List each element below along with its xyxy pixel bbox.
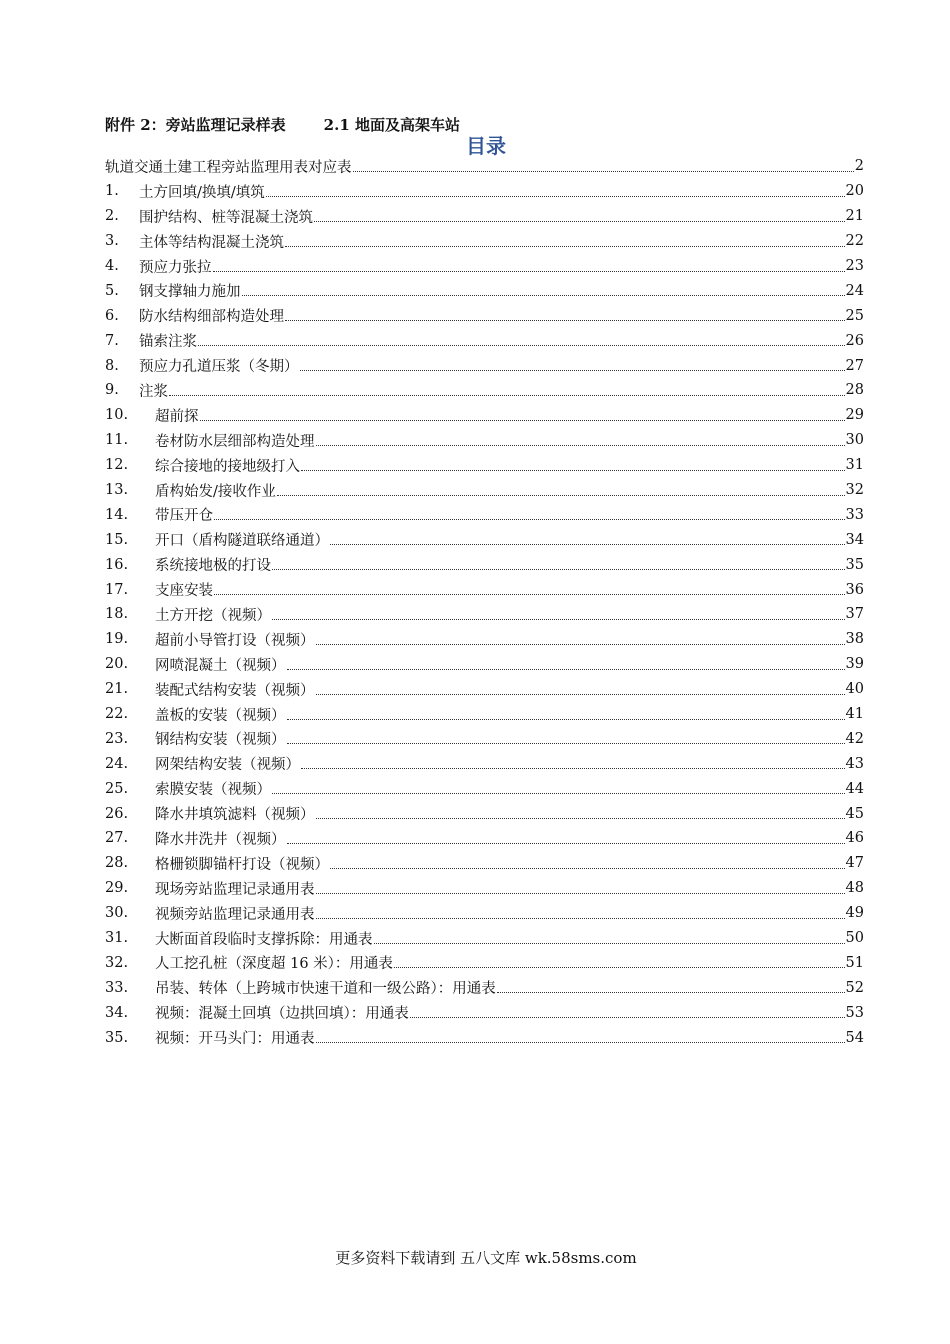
toc-leader-dots	[353, 171, 854, 172]
toc-entry-label: 支座安装	[155, 583, 213, 600]
toc-entry-label: 带压开仓	[155, 508, 213, 525]
toc-entry-label: 视频：开马头门：用通表	[155, 1031, 315, 1048]
toc-entry-number: 17.	[105, 581, 129, 598]
toc-entry-page: 50	[845, 930, 864, 947]
toc-entry[interactable]	[105, 975, 864, 1000]
toc-entry-label: 防水结构细部构造处理	[139, 309, 284, 326]
toc-entry-page: 29	[845, 407, 864, 424]
toc-entry-label: 装配式结构安装（视频）	[155, 682, 315, 699]
toc-leader-dots	[213, 271, 845, 272]
toc-leader-dots	[287, 719, 845, 720]
toc-entry-label: 格栅锁脚锚杆打设（视频）	[155, 856, 329, 873]
toc-entry-number: 21.	[105, 681, 129, 698]
toc-leader-dots	[200, 420, 845, 421]
toc-entry-page: 26	[845, 332, 864, 349]
toc-leader-dots	[316, 818, 845, 819]
toc-entry-page: 24	[845, 282, 864, 299]
toc-entry[interactable]	[105, 627, 864, 652]
toc-entry-number: 12.	[105, 457, 129, 474]
attachment-title: 附件 2：旁站监理记录样表	[105, 116, 286, 134]
toc-entry-page: 52	[845, 979, 864, 996]
toc-entry[interactable]	[105, 179, 864, 204]
toc-entry-label: 超前探	[155, 408, 199, 425]
toc-leader-dots	[374, 943, 845, 944]
toc-entry-page: 46	[845, 830, 864, 847]
toc-leader-dots	[301, 768, 845, 769]
toc-entry[interactable]	[105, 204, 864, 229]
toc-entry-page: 38	[845, 631, 864, 648]
toc-leader-dots	[272, 793, 845, 794]
toc-entry-page: 42	[845, 730, 864, 747]
toc-entry[interactable]	[105, 453, 864, 478]
toc-entry-number: 35.	[105, 1029, 129, 1046]
toc-entry-label: 降水井填筑滤料（视频）	[155, 807, 315, 824]
toc-entry-page: 35	[845, 556, 864, 573]
toc-entry[interactable]	[105, 726, 864, 751]
toc-entry-label: 预应力孔道压浆（冬期）	[139, 359, 299, 376]
toc-entry-label: 开口（盾构隧道联络通道）	[155, 533, 329, 550]
toc-leader-dots	[266, 196, 845, 197]
toc-entry-number: 4.	[105, 258, 119, 274]
toc-leader-dots	[287, 743, 845, 744]
toc-entry-label: 系统接地极的打设	[155, 558, 271, 575]
toc-leader-dots	[301, 470, 845, 471]
toc-entry-number: 2.	[105, 208, 119, 225]
toc-entry[interactable]	[105, 652, 864, 677]
toc-entry[interactable]	[105, 353, 864, 378]
toc-entry[interactable]	[105, 901, 864, 926]
toc-entry-number: 18.	[105, 606, 129, 623]
toc-entry-number: 28.	[105, 855, 129, 872]
toc-entry-number: 3.	[105, 233, 119, 250]
toc-entry-number: 23.	[105, 730, 129, 747]
toc-entry[interactable]	[105, 1000, 864, 1025]
toc-entry[interactable]	[105, 751, 864, 776]
toc-entry[interactable]	[105, 478, 864, 503]
toc-entry-number: 5.	[105, 282, 119, 299]
toc-entry-label: 卷材防水层细部构造处理	[155, 433, 315, 450]
toc-entry-number: 11.	[105, 432, 129, 449]
toc-entry[interactable]	[105, 527, 864, 552]
toc-entry-number: 16.	[105, 556, 129, 573]
toc-entry[interactable]	[105, 229, 864, 254]
toc-entry[interactable]	[105, 951, 864, 976]
toc-entry[interactable]	[105, 602, 864, 627]
toc-entry[interactable]	[105, 577, 864, 602]
toc-entry[interactable]	[105, 702, 864, 727]
toc-entry-number: 33.	[105, 979, 129, 996]
toc-entry[interactable]	[105, 776, 864, 801]
toc-leader-dots	[316, 644, 845, 645]
toc-entry-label: 大断面首段临时支撑拆除：用通表	[155, 931, 373, 948]
toc-entry[interactable]	[105, 403, 864, 428]
toc-entry-page: 54	[845, 1029, 864, 1046]
toc-leader-dots	[285, 320, 845, 321]
footer-text: 更多资料下载请到 五八文库 wk.58sms.com	[335, 1249, 637, 1267]
toc-leader-dots	[316, 694, 845, 695]
toc-leader-dots	[169, 395, 845, 396]
toc-leader-dots	[287, 669, 845, 670]
toc-entry-page: 31	[845, 457, 864, 474]
toc-entry[interactable]	[105, 801, 864, 826]
toc-entry-number: 24.	[105, 755, 129, 772]
toc-entry-page: 30	[845, 432, 864, 449]
toc-leader-dots	[497, 992, 845, 993]
toc-leader-dots	[214, 519, 845, 520]
toc-entry-label: 综合接地的接地级打入	[155, 458, 300, 475]
toc-entry-label: 主体等结构混凝土浇筑	[139, 234, 284, 251]
toc-entry[interactable]	[105, 303, 864, 328]
toc-entry-number: 34.	[105, 1004, 129, 1021]
toc-entry-number: 1.	[105, 183, 119, 200]
toc-entry-label: 视频：混凝土回填（边拱回填）：用通表	[155, 1006, 409, 1023]
toc-entry[interactable]	[105, 278, 864, 303]
toc-entry-label: 盾构始发/接收作业	[155, 483, 276, 500]
toc-entry-page: 20	[845, 183, 864, 200]
toc-entry-number: 19.	[105, 631, 129, 648]
toc-entry-page: 45	[845, 805, 864, 822]
toc-entry-number: 27.	[105, 830, 129, 847]
toc-entry-label: 现场旁站监理记录通用表	[155, 881, 315, 898]
toc-leader-dots	[198, 345, 845, 346]
toc-leader-dots	[272, 619, 845, 620]
toc-leader-dots	[214, 594, 845, 595]
toc-leader-dots	[330, 544, 845, 545]
toc-leader-dots	[316, 918, 845, 919]
toc-entry-page: 43	[845, 755, 864, 772]
toc-leader-dots	[300, 370, 845, 371]
toc-entry-overview[interactable]	[105, 154, 864, 179]
toc-entry-page: 2	[854, 158, 864, 175]
toc-leader-dots	[316, 893, 845, 894]
toc-entry-number: 30.	[105, 905, 129, 922]
table-of-contents	[105, 154, 864, 1050]
toc-entry-label: 预应力张拉	[139, 259, 212, 276]
toc-title: 目录	[466, 134, 506, 158]
toc-entry-page: 28	[845, 382, 864, 399]
toc-entry-label: 围护结构、桩等混凝土浇筑	[139, 209, 313, 226]
toc-leader-dots	[287, 843, 845, 844]
toc-entry-label: 盖板的安装（视频）	[155, 707, 286, 724]
toc-entry-page: 21	[845, 208, 864, 225]
toc-entry-number: 7.	[105, 332, 119, 349]
toc-entry[interactable]	[105, 328, 864, 353]
toc-entry-page: 44	[845, 780, 864, 797]
toc-entry-page: 48	[845, 880, 864, 897]
toc-entry-label: 降水井洗井（视频）	[155, 831, 286, 848]
toc-entry-label: 轨道交通土建工程旁站监理用表对应表	[105, 159, 352, 176]
toc-entry-page: 49	[845, 905, 864, 922]
section-title: 2.1 地面及高架车站	[323, 116, 460, 134]
toc-leader-dots	[314, 221, 845, 222]
toc-leader-dots	[285, 246, 845, 247]
toc-entry-label: 网喷混凝土（视频）	[155, 657, 286, 674]
toc-entry-number: 8.	[105, 357, 119, 374]
toc-entry[interactable]	[105, 826, 864, 851]
toc-entry-page: 41	[845, 706, 864, 723]
toc-leader-dots	[277, 495, 845, 496]
toc-entry[interactable]	[105, 851, 864, 876]
toc-entry[interactable]	[105, 254, 864, 279]
toc-entry[interactable]	[105, 1025, 864, 1050]
toc-leader-dots	[242, 295, 845, 296]
toc-leader-dots	[316, 1042, 845, 1043]
toc-entry-number: 26.	[105, 805, 129, 822]
toc-entry-number: 29.	[105, 880, 129, 897]
toc-entry-label: 索膜安装（视频）	[155, 782, 271, 799]
toc-entry-page: 37	[845, 606, 864, 623]
toc-entry-label: 注浆	[139, 383, 168, 400]
toc-entry-label: 人工挖孔桩（深度超 16 米）：用通表	[155, 956, 393, 973]
toc-entry-page: 33	[845, 506, 864, 523]
toc-entry-number: 9.	[105, 382, 119, 399]
toc-entry[interactable]	[105, 552, 864, 577]
toc-entry[interactable]	[105, 502, 864, 527]
toc-leader-dots	[410, 1017, 845, 1018]
toc-entry-label: 钢支撑轴力施加	[139, 284, 241, 301]
toc-entry-label: 锚索注浆	[139, 334, 197, 351]
toc-entry-label: 土方回填/换填/填筑	[139, 184, 265, 201]
toc-leader-dots	[316, 445, 845, 446]
toc-entry-page: 25	[845, 307, 864, 324]
toc-entry-number: 13.	[105, 482, 129, 499]
toc-entry-number: 6.	[105, 307, 119, 324]
toc-entry-page: 47	[845, 855, 864, 872]
toc-entry-page: 32	[845, 482, 864, 499]
toc-entry[interactable]	[105, 876, 864, 901]
toc-entry-page: 40	[845, 681, 864, 698]
toc-entry-label: 钢结构安装（视频）	[155, 732, 286, 749]
toc-entry[interactable]	[105, 677, 864, 702]
toc-leader-dots	[272, 569, 845, 570]
toc-entry-label: 土方开挖（视频）	[155, 607, 271, 624]
toc-entry-number: 10.	[105, 407, 129, 424]
toc-entry[interactable]	[105, 428, 864, 453]
toc-entry-number: 31.	[105, 930, 129, 947]
toc-entry-label: 网架结构安装（视频）	[155, 757, 300, 774]
toc-entry[interactable]	[105, 378, 864, 403]
toc-entry-number: 22.	[105, 706, 129, 723]
toc-leader-dots	[394, 967, 845, 968]
toc-entry-page: 34	[845, 531, 864, 548]
toc-entry-label: 超前小导管打设（视频）	[155, 632, 315, 649]
toc-entry-number: 25.	[105, 780, 129, 797]
toc-entry-label: 视频旁站监理记录通用表	[155, 906, 315, 923]
toc-entry-number: 14.	[105, 506, 129, 523]
toc-entry-page: 51	[845, 954, 864, 971]
toc-entry-number: 15.	[105, 531, 129, 548]
toc-entry-page: 23	[845, 258, 864, 274]
toc-entry-number: 32.	[105, 954, 129, 971]
toc-entry-page: 22	[845, 233, 864, 250]
toc-leader-dots	[330, 868, 845, 869]
toc-entry-label: 吊装、转体（上跨城市快速干道和一级公路）：用通表	[155, 981, 496, 998]
toc-entry-number: 20.	[105, 656, 129, 673]
toc-entry-page: 36	[845, 581, 864, 598]
toc-entry-page: 53	[845, 1004, 864, 1021]
toc-entry-page: 39	[845, 656, 864, 673]
toc-entry[interactable]	[105, 926, 864, 951]
toc-entry-page: 27	[845, 357, 864, 374]
